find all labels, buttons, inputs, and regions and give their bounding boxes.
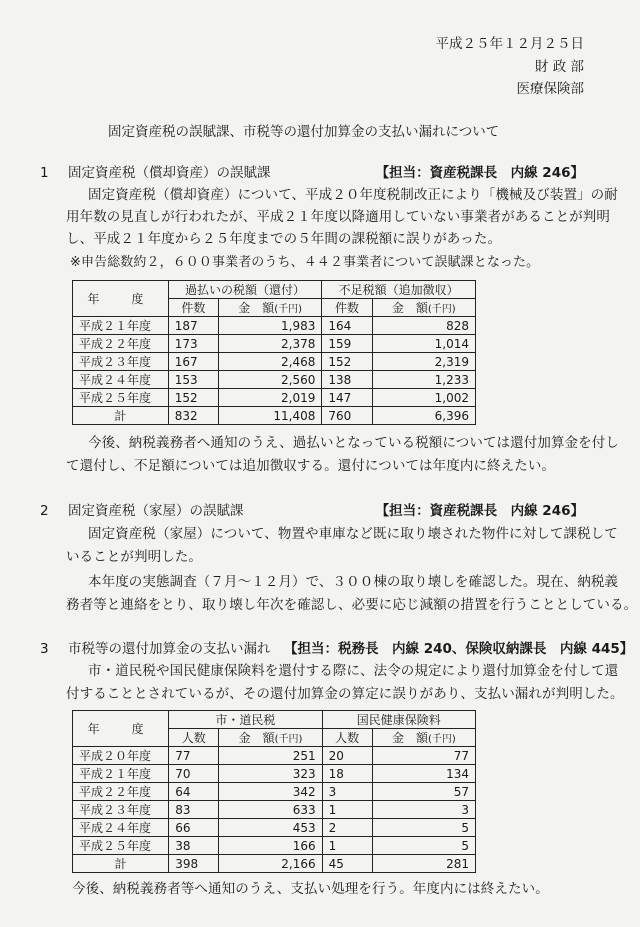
row-amount: 57 [372, 783, 475, 801]
row-amount: 5 [372, 819, 475, 837]
row-amount: 2,468 [218, 353, 321, 371]
section3-paragraph1-line2: 付することとされているが、その還付加算金の算定に誤りがあり、支払い漏れが判明した。 [66, 686, 624, 702]
table-header-amount: 金 額(千円) [218, 299, 321, 317]
row-amount: 2,019 [218, 389, 321, 407]
row-count: 77 [169, 747, 219, 765]
row-count: 20 [322, 747, 372, 765]
row-amount: 1,233 [372, 371, 475, 389]
row-year: 平成２４年度 [73, 371, 169, 389]
table-header-amount: 金 額(千円) [372, 729, 475, 747]
row-count: 152 [322, 353, 372, 371]
table-row [73, 837, 476, 855]
row-count: 164 [322, 317, 372, 335]
row-count: 1 [322, 837, 372, 855]
row-year: 平成２３年度 [73, 353, 169, 371]
row-count: 64 [169, 783, 219, 801]
section2-paragraph1-line2: いることが判明した。 [66, 549, 202, 565]
table-row [73, 783, 476, 801]
table-row [73, 353, 476, 371]
row-count: 3 [322, 783, 372, 801]
row-amount: 5 [372, 837, 475, 855]
row-year: 平成２３年度 [73, 801, 169, 819]
row-count: 38 [169, 837, 219, 855]
table-row [73, 747, 476, 765]
table-header-count: 人数 [322, 729, 372, 747]
table-header-count: 件数 [322, 299, 372, 317]
total-amount: 281 [372, 855, 475, 873]
total-label: 計 [73, 855, 169, 873]
row-amount: 134 [372, 765, 475, 783]
section1-note: ※申告総数約２，６００事業者のうち、４４２事業者について誤賦課となった。 [70, 255, 540, 270]
row-amount: 77 [372, 747, 475, 765]
section1-paragraph2-line2: て還付し、不足額については追加徴収する。還付については年度内に終えたい。 [66, 458, 556, 474]
row-year: 平成２１年度 [73, 317, 169, 335]
row-amount: 2,319 [372, 353, 475, 371]
row-year: 平成２１年度 [73, 765, 169, 783]
total-count: 45 [322, 855, 372, 873]
row-amount: 2,560 [218, 371, 321, 389]
row-year: 平成２０年度 [73, 747, 169, 765]
table-header-count: 件数 [168, 299, 218, 317]
document-date: 平成２５年１２月２５日 [435, 36, 584, 52]
row-amount: 342 [219, 783, 322, 801]
row-count: 152 [168, 389, 218, 407]
section1-table [72, 280, 476, 425]
section1-paragraph1-line3: し、平成２１年度から２５年度までの５年間の課税額に誤りがあった。 [66, 231, 502, 247]
section2-paragraph1-line1: 固定資産税（家屋）について、物置や車庫など既に取り壊された物件に対して課税して [88, 526, 618, 542]
row-count: 66 [169, 819, 219, 837]
section1-paragraph1-line2: 用年数の見直しが行われたが、平成２１年度以降適用していない事業者があることが判明 [66, 209, 610, 225]
row-amount: 453 [219, 819, 322, 837]
row-year: 平成２５年度 [73, 837, 169, 855]
section1-contact: 【担当：資産税課長 内線 246】 [375, 165, 584, 181]
row-amount: 828 [372, 317, 475, 335]
table-row [73, 335, 476, 353]
row-count: 83 [169, 801, 219, 819]
row-amount: 251 [219, 747, 322, 765]
row-year: 平成２４年度 [73, 819, 169, 837]
table-row [73, 819, 476, 837]
row-count: 138 [322, 371, 372, 389]
table-row [73, 765, 476, 783]
table-row [73, 801, 476, 819]
document-title: 固定資産税の誤賦課、市税等の還付加算金の支払い漏れについて [108, 124, 500, 140]
section2-paragraph2-line1: 本年度の実態調査（７月～１２月）で、３００棟の取り壊しを確認した。現在、納税義 [88, 574, 619, 590]
section3-table [72, 710, 476, 873]
table-header-shortfall: 不足税額（追加徴収） [322, 281, 476, 299]
section1-paragraph1-line1: 固定資産税（償却資産）について、平成２０年度税制改正により「機械及び装置」の耐 [88, 187, 618, 203]
table-header-year: 年 度 [73, 281, 169, 317]
section2-number: 2 [40, 503, 49, 519]
section1-paragraph2-line1: 今後、納税義務者へ通知のうえ、過払いとなっている税額については還付加算金を付し [88, 435, 619, 451]
table-header-health-insurance: 国民健康保険料 [322, 711, 475, 729]
total-count: 832 [168, 407, 218, 425]
row-count: 187 [168, 317, 218, 335]
row-amount: 1,002 [372, 389, 475, 407]
section2-paragraph2-line2: 務者等と連絡をとり、取り壊し年次を確認し、必要に応じ減額の措置を行うこととしている。 [66, 597, 638, 613]
table-header-count: 人数 [169, 729, 219, 747]
section3-paragraph2: 今後、納税義務者等へ通知のうえ、支払い処理を行う。年度内には終えたい。 [72, 881, 549, 897]
row-amount: 1,014 [372, 335, 475, 353]
table-header-amount: 金 額(千円) [219, 729, 322, 747]
total-amount: 2,166 [219, 855, 322, 873]
row-count: 167 [168, 353, 218, 371]
department-finance: 財 政 部 [534, 59, 584, 75]
row-count: 159 [322, 335, 372, 353]
row-count: 173 [168, 335, 218, 353]
row-amount: 633 [219, 801, 322, 819]
total-label: 計 [73, 407, 169, 425]
row-amount: 2,378 [218, 335, 321, 353]
row-amount: 323 [219, 765, 322, 783]
row-count: 153 [168, 371, 218, 389]
row-amount: 3 [372, 801, 475, 819]
section3-title: 市税等の還付加算金の支払い漏れ [68, 641, 271, 657]
total-amount: 11,408 [218, 407, 321, 425]
section3-contact: 【担当：税務長 内線 240、保険収納課長 内線 445】 [284, 641, 634, 657]
total-amount: 6,396 [372, 407, 475, 425]
section3-number: 3 [40, 641, 49, 657]
total-count: 760 [322, 407, 372, 425]
table-row [73, 389, 476, 407]
row-count: 1 [322, 801, 372, 819]
section1-number: 1 [40, 165, 49, 181]
row-year: 平成２５年度 [73, 389, 169, 407]
section3-paragraph1-line1: 市・道民税や国民健康保険料を還付する際に、法令の規定により還付加算金を付して還 [88, 663, 619, 679]
table-total-row [73, 407, 476, 425]
row-year: 平成２２年度 [73, 783, 169, 801]
section2-title: 固定資産税（家屋）の誤賦課 [68, 503, 244, 519]
row-count: 147 [322, 389, 372, 407]
table-header-amount: 金 額(千円) [372, 299, 475, 317]
table-header-overpaid: 過払いの税額（還付） [168, 281, 322, 299]
row-count: 70 [169, 765, 219, 783]
table-row [73, 371, 476, 389]
section2-contact: 【担当：資産税課長 内線 246】 [375, 503, 584, 519]
total-count: 398 [169, 855, 219, 873]
row-amount: 1,983 [218, 317, 321, 335]
table-header-year: 年 度 [73, 711, 169, 747]
row-year: 平成２２年度 [73, 335, 169, 353]
row-count: 18 [322, 765, 372, 783]
table-row [73, 317, 476, 335]
department-medical-insurance: 医療保険部 [516, 81, 584, 97]
row-amount: 166 [219, 837, 322, 855]
section1-title: 固定資産税（償却資産）の誤賦課 [68, 165, 271, 181]
table-total-row [73, 855, 476, 873]
row-count: 2 [322, 819, 372, 837]
table-header-municipal-tax: 市・道民税 [169, 711, 322, 729]
